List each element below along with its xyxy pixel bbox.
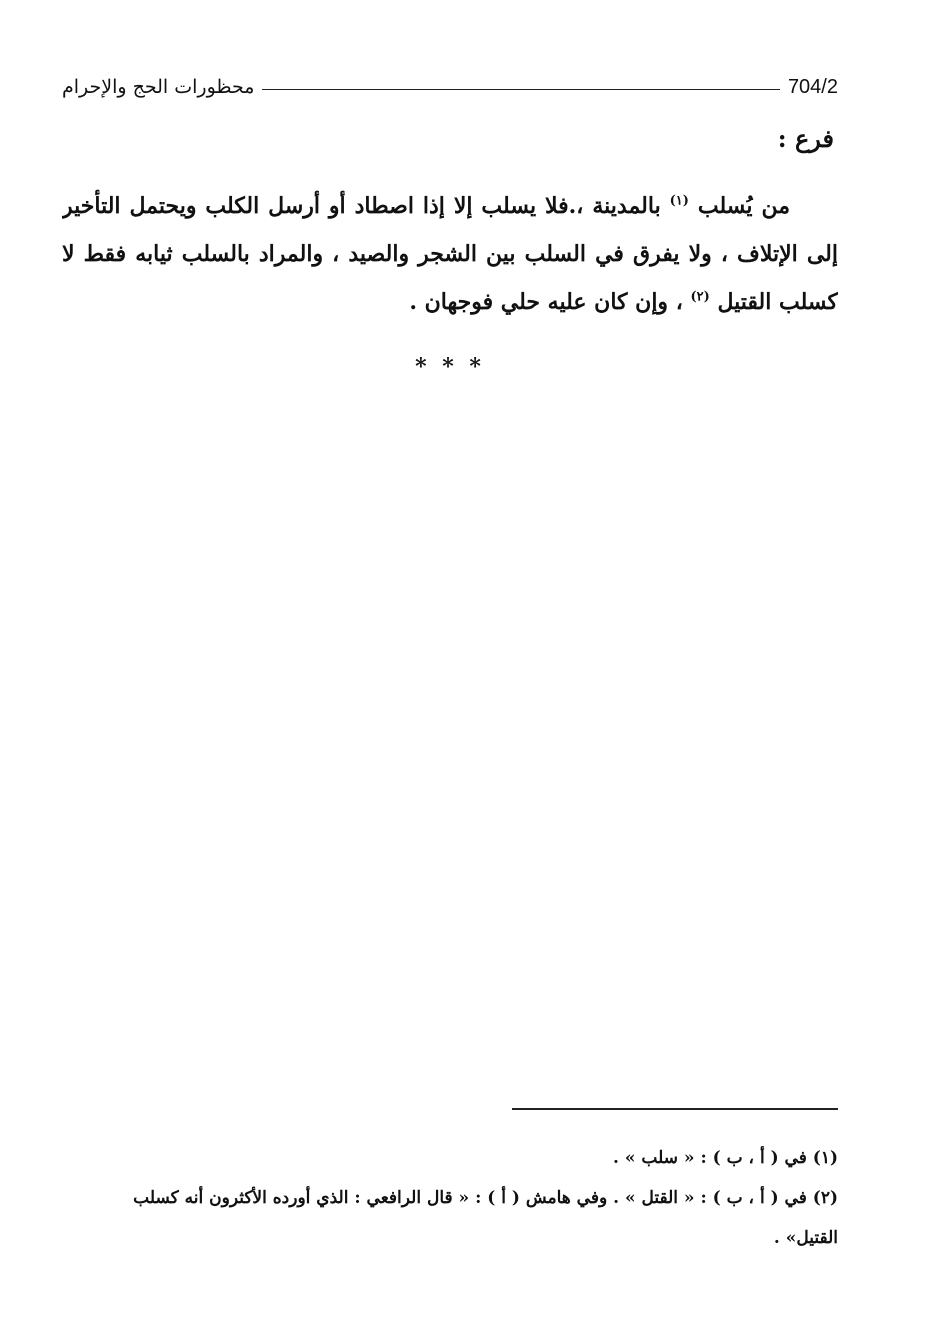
- body-line-3-end: ، وإن كان عليه حلي فوجهان .: [409, 289, 683, 315]
- footnote-rule: [512, 1108, 838, 1110]
- body-line-1-start: من يُسلب: [697, 193, 790, 219]
- footnote-1: (١) في ( أ ، ب ) : « سلب » .: [613, 1148, 838, 1168]
- running-title: محظورات الحج والإحرام: [62, 76, 255, 98]
- footnote-ref-1: (١): [669, 193, 689, 209]
- footnotes: [76, 1138, 838, 1258]
- page-number: 704/2: [787, 75, 838, 98]
- body-line-2: إلى الإتلاف ، ولا يفرق في السلب بين الشجر والصيد ، والمراد بالسلب ثيابه فقط لا: [62, 241, 838, 267]
- section-heading: فرع :: [777, 124, 834, 153]
- running-header: [62, 70, 838, 104]
- body-paragraph: [62, 182, 838, 326]
- footnote-ref-2: (٢): [690, 289, 710, 305]
- header-rule: [262, 89, 780, 90]
- body-line-3: [62, 278, 838, 326]
- body-line-1-end: بالمدينة ،.فلا يسلب إلا إذا اصطاد أو أرسل الكلب ويحتمل التأخير: [62, 193, 661, 219]
- body-line-1: [62, 182, 838, 230]
- footnote-2: (٢) في ( أ ، ب ) : « القتل » . وفي هامش ( أ ) : « قال الرافعي : الذي أورده الأكثرون أنه كسلب القتيل» .: [133, 1188, 838, 1248]
- body-line-3-start: كسلب القتيل: [717, 289, 838, 315]
- section-separator: * * *: [415, 354, 485, 380]
